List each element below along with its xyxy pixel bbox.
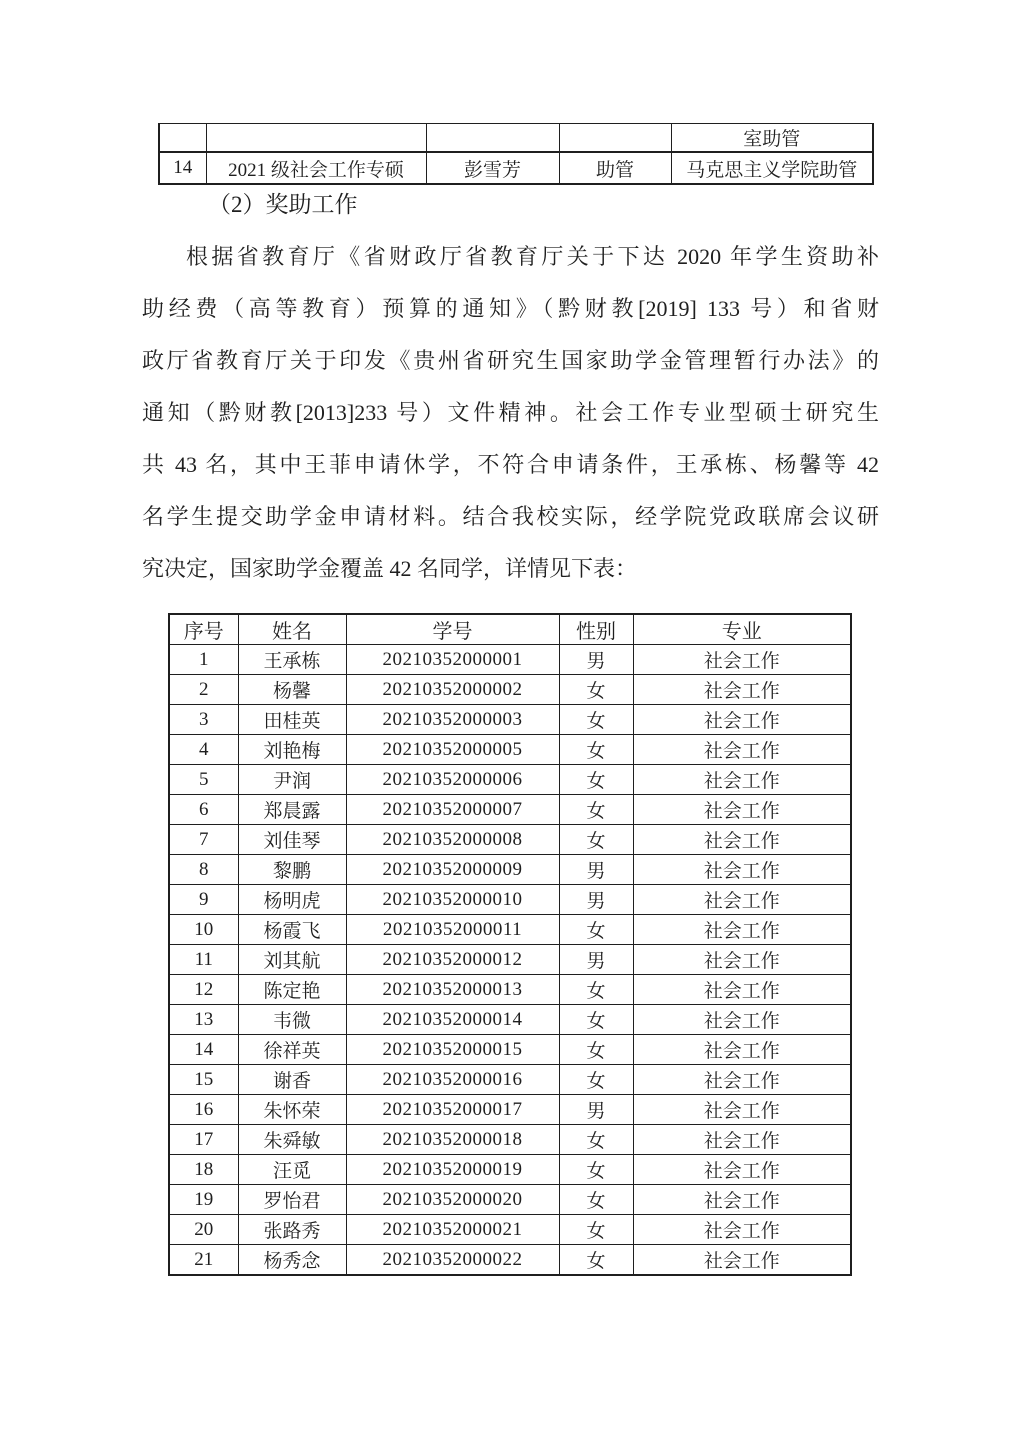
student-cell-gender: 女	[559, 1125, 633, 1155]
student-row	[169, 975, 851, 1005]
student-row	[169, 735, 851, 765]
student-cell-major: 社会工作	[633, 645, 851, 675]
student-cell-name: 杨秀念	[238, 1245, 346, 1276]
student-cell-gender: 男	[559, 945, 633, 975]
paragraph-line: 政厅省教育厅关于印发《贵州省研究生国家助学金管理暂行办法》的	[142, 348, 879, 373]
student-cell-major: 社会工作	[633, 825, 851, 855]
student-cell-student-id: 20210352000021	[346, 1215, 559, 1245]
student-cell-gender: 男	[559, 855, 633, 885]
student-cell-student-id: 20210352000011	[346, 915, 559, 945]
student-row	[169, 645, 851, 675]
student-cell-gender: 女	[559, 915, 633, 945]
student-cell-gender: 女	[559, 1215, 633, 1245]
student-cell-gender: 女	[559, 1245, 633, 1276]
student-cell-gender: 男	[559, 645, 633, 675]
column-header-major: 专业	[633, 614, 851, 645]
student-cell-major: 社会工作	[633, 1095, 851, 1125]
student-row	[169, 945, 851, 975]
student-cell-major: 社会工作	[633, 945, 851, 975]
student-row	[169, 1095, 851, 1125]
positions-cell-seq	[159, 124, 206, 153]
student-cell-seq: 6	[169, 795, 238, 825]
student-cell-seq: 3	[169, 705, 238, 735]
student-cell-name: 刘佳琴	[238, 825, 346, 855]
student-cell-name: 朱舜敏	[238, 1125, 346, 1155]
positions-cell-position	[559, 124, 671, 153]
student-cell-seq: 5	[169, 765, 238, 795]
student-row	[169, 1065, 851, 1095]
student-cell-major: 社会工作	[633, 705, 851, 735]
student-cell-student-id: 20210352000012	[346, 945, 559, 975]
positions-cell-position: 助管	[559, 152, 671, 184]
paragraph-line: 通知（黔财教[2013]233 号）文件精神。社会工作专业型硕士研究生	[142, 400, 879, 425]
student-cell-student-id: 20210352000020	[346, 1185, 559, 1215]
student-cell-gender: 男	[559, 1095, 633, 1125]
student-cell-student-id: 20210352000002	[346, 675, 559, 705]
students-table-header-row	[169, 614, 851, 645]
students-table	[168, 613, 852, 1276]
student-cell-student-id: 20210352000018	[346, 1125, 559, 1155]
positions-partial-row	[159, 124, 873, 153]
student-cell-name: 田桂英	[238, 705, 346, 735]
positions-row-14	[159, 152, 873, 184]
student-cell-major: 社会工作	[633, 675, 851, 705]
student-cell-gender: 女	[559, 705, 633, 735]
student-cell-name: 杨馨	[238, 675, 346, 705]
positions-cell-assignment: 马克思主义学院助管	[671, 152, 873, 184]
student-cell-name: 刘艳梅	[238, 735, 346, 765]
section-heading: （2）奖助工作	[208, 192, 358, 217]
student-cell-major: 社会工作	[633, 735, 851, 765]
student-cell-gender: 男	[559, 885, 633, 915]
student-cell-name: 杨明虎	[238, 885, 346, 915]
student-cell-gender: 女	[559, 795, 633, 825]
student-cell-gender: 女	[559, 1185, 633, 1215]
student-cell-major: 社会工作	[633, 1155, 851, 1185]
student-cell-gender: 女	[559, 1065, 633, 1095]
student-row	[169, 765, 851, 795]
student-row	[169, 1035, 851, 1065]
student-row	[169, 1005, 851, 1035]
student-cell-gender: 女	[559, 975, 633, 1005]
student-cell-name: 尹润	[238, 765, 346, 795]
student-cell-name: 郑晨露	[238, 795, 346, 825]
column-header-name: 姓名	[238, 614, 346, 645]
student-cell-seq: 21	[169, 1245, 238, 1276]
student-cell-major: 社会工作	[633, 1005, 851, 1035]
student-row	[169, 795, 851, 825]
student-row	[169, 705, 851, 735]
student-row	[169, 915, 851, 945]
student-cell-student-id: 20210352000013	[346, 975, 559, 1005]
student-cell-seq: 14	[169, 1035, 238, 1065]
student-cell-gender: 女	[559, 1035, 633, 1065]
student-cell-seq: 8	[169, 855, 238, 885]
student-cell-seq: 11	[169, 945, 238, 975]
student-row	[169, 1245, 851, 1276]
student-cell-seq: 1	[169, 645, 238, 675]
student-row	[169, 1215, 851, 1245]
student-cell-seq: 13	[169, 1005, 238, 1035]
student-cell-gender: 女	[559, 765, 633, 795]
student-cell-student-id: 20210352000019	[346, 1155, 559, 1185]
student-cell-major: 社会工作	[633, 915, 851, 945]
students-table-body	[169, 645, 851, 1276]
student-cell-major: 社会工作	[633, 1215, 851, 1245]
student-cell-gender: 女	[559, 1155, 633, 1185]
student-cell-major: 社会工作	[633, 1185, 851, 1215]
positions-cell-class: 2021 级社会工作专硕	[206, 152, 426, 184]
student-cell-seq: 19	[169, 1185, 238, 1215]
paragraph-line: 共 43 名，其中王菲申请休学，不符合申请条件，王承栋、杨馨等 42	[142, 452, 879, 477]
student-cell-student-id: 20210352000006	[346, 765, 559, 795]
student-cell-student-id: 20210352000016	[346, 1065, 559, 1095]
student-row	[169, 675, 851, 705]
student-cell-student-id: 20210352000005	[346, 735, 559, 765]
student-cell-name: 杨霞飞	[238, 915, 346, 945]
student-row	[169, 825, 851, 855]
student-cell-name: 徐祥英	[238, 1035, 346, 1065]
student-cell-major: 社会工作	[633, 855, 851, 885]
column-header-student-id: 学号	[346, 614, 559, 645]
positions-cell-class	[206, 124, 426, 153]
paragraph-line: 助经费（高等教育）预算的通知》（黔财教[2019] 133 号）和省财	[142, 296, 879, 321]
student-cell-seq: 4	[169, 735, 238, 765]
student-cell-seq: 9	[169, 885, 238, 915]
student-cell-major: 社会工作	[633, 1035, 851, 1065]
student-cell-name: 王承栋	[238, 645, 346, 675]
student-cell-name: 罗怡君	[238, 1185, 346, 1215]
student-cell-seq: 10	[169, 915, 238, 945]
student-cell-student-id: 20210352000007	[346, 795, 559, 825]
student-cell-major: 社会工作	[633, 975, 851, 1005]
positions-cell-name	[426, 124, 559, 153]
column-header-gender: 性别	[559, 614, 633, 645]
student-row	[169, 1155, 851, 1185]
student-cell-name: 陈定艳	[238, 975, 346, 1005]
student-cell-seq: 18	[169, 1155, 238, 1185]
student-cell-major: 社会工作	[633, 795, 851, 825]
student-cell-student-id: 20210352000014	[346, 1005, 559, 1035]
student-row	[169, 885, 851, 915]
paragraph-line: 究决定，国家助学金覆盖 42 名同学，详情见下表：	[142, 556, 638, 581]
paragraph	[142, 231, 879, 595]
student-cell-name: 韦微	[238, 1005, 346, 1035]
student-cell-gender: 女	[559, 675, 633, 705]
student-row	[169, 1185, 851, 1215]
student-cell-gender: 女	[559, 735, 633, 765]
student-row	[169, 855, 851, 885]
student-cell-major: 社会工作	[633, 1125, 851, 1155]
student-cell-name: 朱怀荣	[238, 1095, 346, 1125]
student-cell-student-id: 20210352000001	[346, 645, 559, 675]
student-cell-name: 黎鹏	[238, 855, 346, 885]
student-cell-seq: 12	[169, 975, 238, 1005]
student-cell-major: 社会工作	[633, 1245, 851, 1276]
student-cell-name: 汪觅	[238, 1155, 346, 1185]
student-cell-major: 社会工作	[633, 885, 851, 915]
student-cell-major: 社会工作	[633, 765, 851, 795]
student-cell-student-id: 20210352000010	[346, 885, 559, 915]
student-cell-gender: 女	[559, 825, 633, 855]
student-cell-seq: 20	[169, 1215, 238, 1245]
student-cell-seq: 7	[169, 825, 238, 855]
student-cell-seq: 15	[169, 1065, 238, 1095]
student-cell-student-id: 20210352000003	[346, 705, 559, 735]
student-row	[169, 1125, 851, 1155]
student-cell-seq: 16	[169, 1095, 238, 1125]
student-cell-seq: 2	[169, 675, 238, 705]
student-cell-student-id: 20210352000017	[346, 1095, 559, 1125]
student-cell-student-id: 20210352000022	[346, 1245, 559, 1276]
assistant-positions-table	[158, 123, 874, 185]
column-header-seq: 序号	[169, 614, 238, 645]
paragraph-line: 名学生提交助学金申请材料。结合我校实际，经学院党政联席会议研	[142, 504, 879, 529]
student-cell-seq: 17	[169, 1125, 238, 1155]
student-cell-gender: 女	[559, 1005, 633, 1035]
positions-cell-seq: 14	[159, 152, 206, 184]
positions-cell-assignment-wrap: 室助管	[671, 124, 873, 153]
student-cell-student-id: 20210352000009	[346, 855, 559, 885]
student-cell-student-id: 20210352000008	[346, 825, 559, 855]
student-cell-name: 张路秀	[238, 1215, 346, 1245]
paragraph-line: 根据省教育厅《省财政厅省教育厅关于下达 2020 年学生资助补	[186, 244, 879, 269]
positions-cell-name: 彭雪芳	[426, 152, 559, 184]
student-cell-name: 谢香	[238, 1065, 346, 1095]
student-cell-student-id: 20210352000015	[346, 1035, 559, 1065]
student-cell-name: 刘其航	[238, 945, 346, 975]
student-cell-major: 社会工作	[633, 1065, 851, 1095]
